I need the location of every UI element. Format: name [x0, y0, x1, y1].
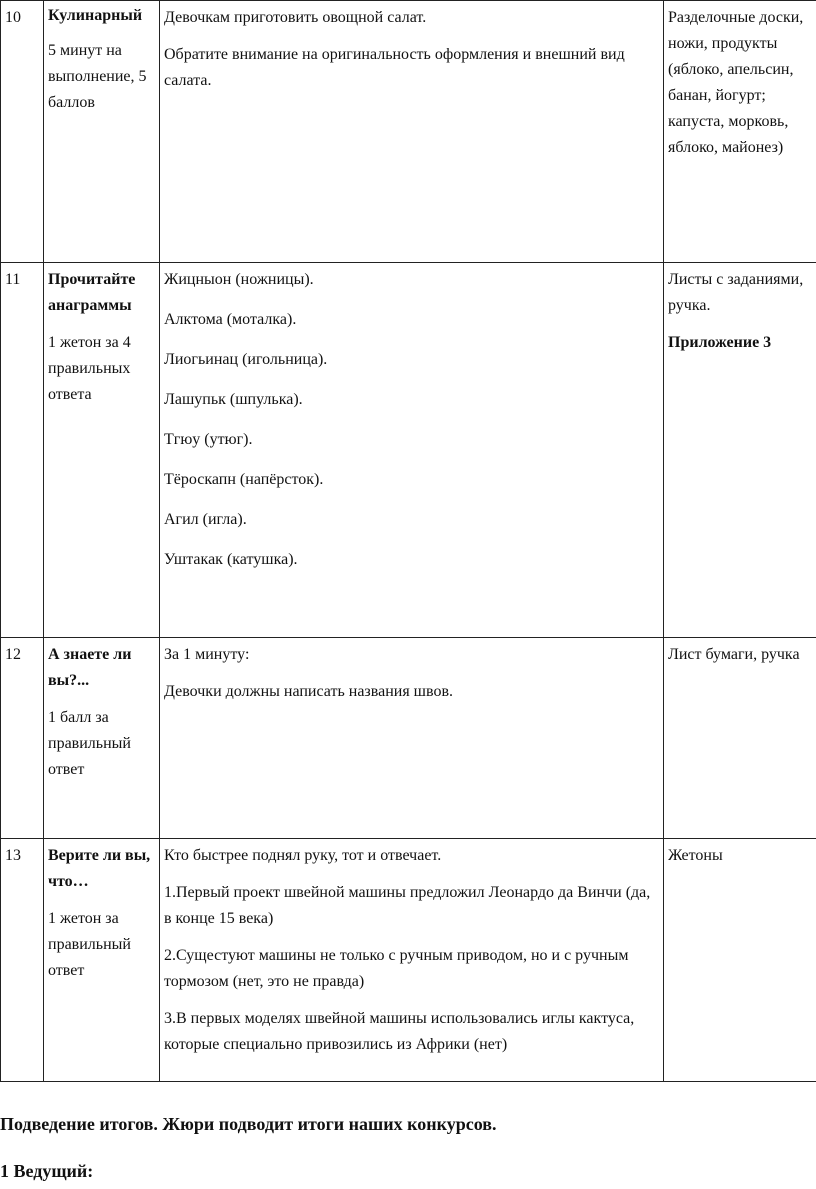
closing-section: [0, 1110, 816, 1185]
anagram-line: Уштакак (катушка).: [164, 551, 298, 568]
summary-heading: Подведение итогов. Жюри подводит итоги наших конкурсов.: [0, 1114, 497, 1134]
materials-appendix: Приложение 3: [668, 334, 772, 351]
description-line: Обратите внимание на оригинальность оформления и внешний вид салата.: [164, 46, 625, 89]
contest-title: Прочитайте анаграммы: [48, 271, 136, 314]
materials-text: Жетоны: [668, 847, 723, 864]
row-number: 13: [1, 839, 44, 1082]
contest-scoring: 1 жетон за правильный ответ: [48, 910, 131, 979]
description-line: Кто быстрее поднял руку, тот и отвечает.: [164, 847, 442, 864]
table-row: [1, 1, 816, 263]
materials-cell: [664, 263, 816, 638]
description-cell: [160, 1, 664, 263]
anagram-line: Лашупьк (шпулька).: [164, 391, 303, 408]
statement-line: 3.В первых моделях швейной машины использовались иглы кактуса, которые специально привозились из Африки (нет): [164, 1010, 635, 1053]
contest-cell: [44, 839, 160, 1082]
contest-cell: [44, 1, 160, 263]
presenter-heading: 1 Ведущий:: [0, 1161, 94, 1181]
table-row: [1, 263, 816, 638]
row-number: 11: [1, 263, 44, 638]
anagram-line: Жицныон (ножницы).: [164, 271, 314, 288]
description-line: За 1 минуту:: [164, 646, 250, 663]
materials-cell: [664, 839, 816, 1082]
contest-scoring: 1 жетон за 4 правильных ответа: [48, 334, 131, 403]
contest-cell: [44, 638, 160, 839]
contest-cell: [44, 263, 160, 638]
table-row: [1, 839, 816, 1082]
contest-scoring: 1 балл за правильный ответ: [48, 709, 131, 778]
row-number: 10: [1, 1, 44, 263]
anagram-line: Лиогьинац (игольница).: [164, 351, 328, 368]
contest-title: А знаете ли вы?...: [48, 646, 132, 689]
description-cell: [160, 263, 664, 638]
description-line: Девочки должны написать названия швов.: [164, 683, 453, 700]
contest-scoring: 5 минут на выполнение, 5 баллов: [48, 42, 147, 111]
materials-text: Листы с заданиями, ручка.: [668, 271, 804, 314]
table-row: [1, 638, 816, 839]
anagram-line: Тгюу (утюг).: [164, 431, 253, 448]
anagram-line: Агил (игла).: [164, 511, 247, 528]
description-cell: [160, 638, 664, 839]
materials-text: Разделочные доски, ножи, продукты (яблоко, апельсин, банан, йогурт; капуста, морковь, яблоко, майонез): [668, 9, 804, 156]
contest-title: Кулинарный: [48, 7, 143, 24]
description-line: Девочкам приготовить овощной салат.: [164, 9, 427, 26]
anagram-line: Тёроскапн (напёрсток).: [164, 471, 324, 488]
contest-title: Верите ли вы, что…: [48, 847, 151, 890]
materials-cell: [664, 1, 816, 263]
anagram-line: Алктома (моталка).: [164, 311, 297, 328]
materials-cell: [664, 638, 816, 839]
statement-line: 1.Первый проект швейной машины предложил Леонардо да Винчи (да, в конце 15 века): [164, 884, 651, 927]
materials-text: Лист бумаги, ручка: [668, 646, 800, 663]
statement-line: 2.Сущестуют машины не только с ручным приводом, но и с ручным тормозом (нет, это не правда): [164, 947, 629, 990]
row-number: 12: [1, 638, 44, 839]
description-cell: [160, 839, 664, 1082]
